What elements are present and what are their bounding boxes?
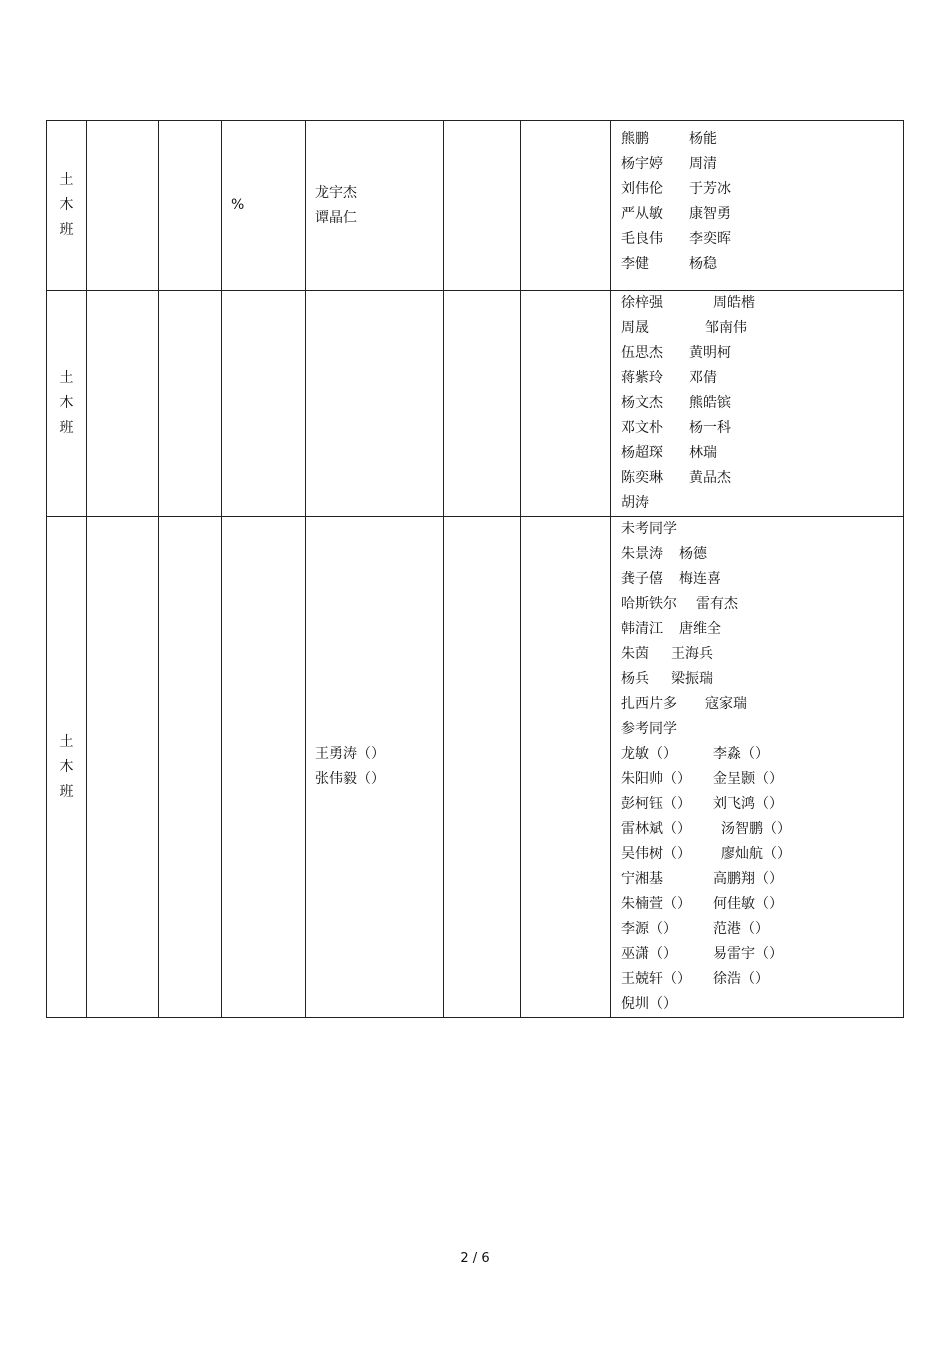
empty-cell <box>159 291 222 517</box>
list-item: 雷林斌（） 汤智鹏（） <box>621 821 791 837</box>
list-item: 吴伟树（） 廖灿航（） <box>621 846 791 862</box>
list-item: 杨超琛 林瑞 <box>621 445 717 461</box>
list-item: 严从敏 康智勇 <box>621 206 731 222</box>
list-item: 周晟 邹南伟 <box>621 320 747 336</box>
empty-cell <box>521 291 611 517</box>
table-row <box>47 121 904 291</box>
empty-cell <box>521 517 611 1018</box>
leaders-cell <box>306 517 444 1018</box>
empty-cell <box>444 517 521 1018</box>
list-item: 彭柯钰（） 刘飞鸿（） <box>621 796 783 812</box>
empty-cell <box>87 291 159 517</box>
list-item: 巫潇（） 易雷宇（） <box>621 946 783 962</box>
list-item: 刘伟伦 于芳冰 <box>621 181 731 197</box>
list-item: 胡涛 <box>621 495 649 511</box>
list-item: 朱楠萱（） 何佳敏（） <box>621 896 783 912</box>
list-item: 龙敏（） 李淼（） <box>621 746 769 762</box>
list-item: 蒋紫玲 邓倩 <box>621 370 717 386</box>
percent-cell <box>222 291 306 517</box>
list-item: 徐梓强 周皓楷 <box>621 295 755 311</box>
percent-cell <box>222 517 306 1018</box>
list-item: 杨兵 梁振瑞 <box>621 671 713 687</box>
list-item: 朱茵 王海兵 <box>621 646 713 662</box>
class-name-cell: 土 木 班 <box>47 517 87 1018</box>
student-list-cell <box>611 517 904 1018</box>
list-item: 陈奕琳 黄品杰 <box>621 470 731 486</box>
list-item: 哈斯铁尔 雷有杰 <box>621 596 738 612</box>
class-name-cell: 土 木 班 <box>47 121 87 291</box>
list-item: 龚子僖 梅连喜 <box>621 571 721 587</box>
list-item: 邓文朴 杨一科 <box>621 420 731 436</box>
list-item: 韩清江 唐维全 <box>621 621 721 637</box>
list-item: 李源（） 范港（） <box>621 921 769 937</box>
list-item: 王兢轩（） 徐浩（） <box>621 971 769 987</box>
student-list-cell <box>611 121 904 291</box>
list-item: 伍思杰 黄明柯 <box>621 345 731 361</box>
section-title-present: 参考同学 <box>621 721 677 737</box>
class-table <box>46 120 904 1018</box>
leader-name: 王勇涛（） <box>315 746 385 762</box>
list-item: 朱景涛 杨德 <box>621 546 707 562</box>
empty-cell <box>159 517 222 1018</box>
leader-name: 张伟毅（） <box>315 771 385 787</box>
class-name-cell: 土 木 班 <box>47 291 87 517</box>
page-number: 2 / 6 <box>460 1251 490 1266</box>
empty-cell <box>521 121 611 291</box>
leaders-cell <box>306 121 444 291</box>
empty-cell <box>444 291 521 517</box>
list-item: 杨宇婷 周清 <box>621 156 717 172</box>
percent-cell: % <box>222 121 306 291</box>
list-item: 杨文杰 熊皓镔 <box>621 395 731 411</box>
list-item: 毛良伟 李奕晖 <box>621 231 731 247</box>
empty-cell <box>444 121 521 291</box>
empty-cell <box>87 517 159 1018</box>
leader-name: 龙宇杰 <box>315 184 357 201</box>
table-row <box>47 517 904 1018</box>
list-item: 倪圳（） <box>621 996 677 1012</box>
table-row <box>47 291 904 517</box>
leaders-cell <box>306 291 444 517</box>
list-item: 朱阳帅（） 金呈颢（） <box>621 771 783 787</box>
empty-cell <box>159 121 222 291</box>
section-title-absent: 未考同学 <box>621 521 677 537</box>
empty-cell <box>87 121 159 291</box>
student-list-cell <box>611 291 904 517</box>
list-item: 李健 杨稳 <box>621 256 717 272</box>
list-item: 熊鹏 杨能 <box>621 131 717 147</box>
list-item: 宁湘基 高鹏翔（） <box>621 871 783 887</box>
list-item: 扎西片多 寇家瑞 <box>621 696 747 712</box>
leader-name: 谭晶仁 <box>315 209 357 226</box>
